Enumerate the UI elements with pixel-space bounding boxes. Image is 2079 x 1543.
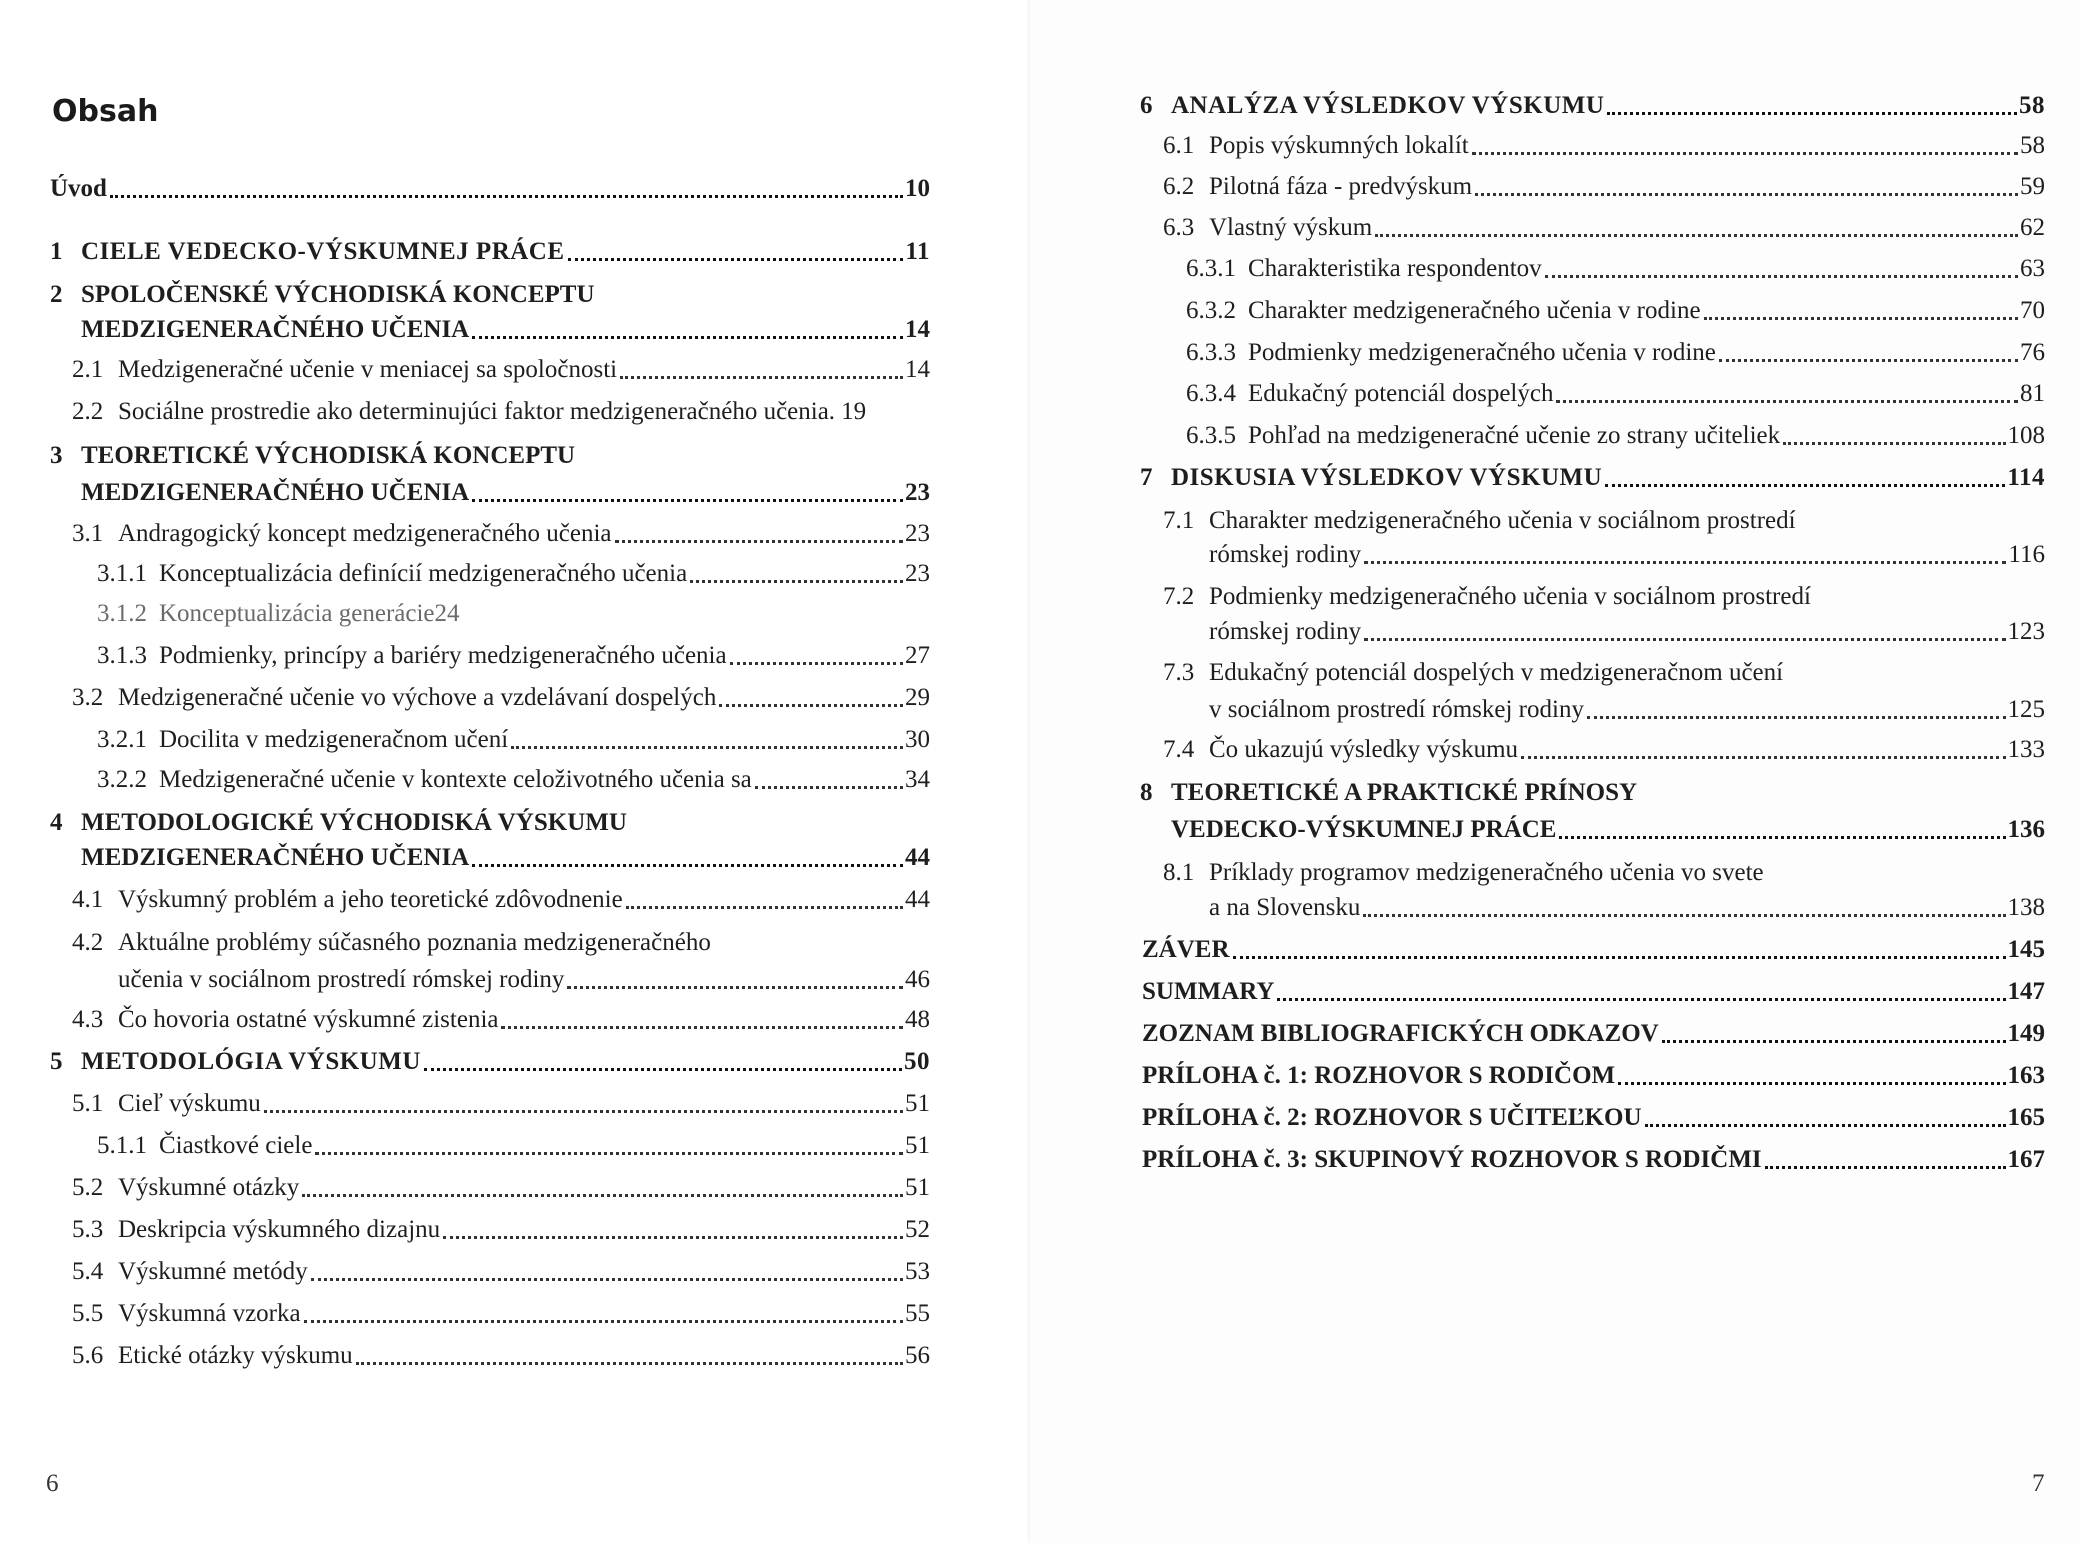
left-page (0, 0, 1030, 1543)
toc-entry-8: 8 TEORETICKÉ A PRAKTICKÉ PRÍNOSY (1140, 779, 1638, 806)
toc-entry-2-2: 2.2 Sociálne prostredie ako determinujúci faktor medzigeneračného učenia. 19 (72, 398, 867, 425)
toc-entry-4-1: 4.1 Výskumný problém a jeho teoretické zdôvodnenie 44 (72, 886, 930, 913)
toc-entry-5-3: 5.3 Deskripcia výskumného dizajnu 52 (72, 1216, 930, 1243)
toc-entry-8-cont: VEDECKO-VÝSKUMNEJ PRÁCE 136 (1171, 816, 2045, 843)
toc-entry-4-cont: MEDZIGENERAČNÉHO UČENIA 44 (81, 844, 930, 871)
toc-entry-7-3-cont: v sociálnom prostredí rómskej rodiny 125 (1209, 696, 2045, 723)
toc-entry-5-6: 5.6 Etické otázky výskumu 56 (72, 1342, 930, 1369)
toc-entry-6-3-5: 6.3.5 Pohľad na medzigeneračné učenie zo strany učiteliek 108 (1186, 422, 2045, 449)
toc-entry-zaver: ZÁVER 145 (1142, 936, 2045, 963)
toc-entry-8-1-cont: a na Slovensku 138 (1209, 894, 2045, 921)
toc-entry-8-1: 8.1 Príklady programov medzigeneračného učenia vo svete (1163, 859, 1764, 886)
toc-entry-2-cont: MEDZIGENERAČNÉHO UČENIA 14 (81, 316, 930, 343)
toc-entry-appendix-2: PRÍLOHA č. 2: ROZHOVOR S UČITEĽKOU 165 (1142, 1104, 2045, 1131)
toc-entry-5-2: 5.2 Výskumné otázky 51 (72, 1174, 930, 1201)
toc-entry-5-4: 5.4 Výskumné metódy 53 (72, 1258, 930, 1285)
toc-entry-3: 3 TEORETICKÉ VÝCHODISKÁ KONCEPTU (50, 442, 576, 469)
toc-entry-7-3: 7.3 Edukačný potenciál dospelých v medzigeneračnom učení (1163, 659, 1784, 686)
toc-entry-2-1: 2.1 Medzigeneračné učenie v meniacej sa spoločnosti 14 (72, 356, 930, 383)
toc-entry-1: 1 CIELE VEDECKO-VÝSKUMNEJ PRÁCE 11 (50, 238, 930, 265)
toc-entry-bibliography: ZOZNAM BIBLIOGRAFICKÝCH ODKAZOV 149 (1142, 1020, 2045, 1047)
toc-entry-2: 2 SPOLOČENSKÉ VÝCHODISKÁ KONCEPTU (50, 281, 595, 308)
page-number-right: 7 (2032, 1470, 2045, 1497)
toc-entry-6-3-2: 6.3.2 Charakter medzigeneračného učenia v rodine 70 (1186, 297, 2045, 324)
page-number-left: 6 (46, 1470, 59, 1497)
toc-entry-3-1-2: 3.1.2 Konceptualizácia generácie24 (97, 600, 460, 627)
toc-entry-4-3: 4.3 Čo hovoria ostatné výskumné zistenia 48 (72, 1006, 930, 1033)
toc-entry-7-2-cont: rómskej rodiny 123 (1209, 618, 2045, 645)
toc-entry-7: 7 DISKUSIA VÝSLEDKOV VÝSKUMU 114 (1140, 464, 2045, 491)
toc-entry-4-2-cont: učenia v sociálnom prostredí rómskej rodiny 46 (118, 966, 930, 993)
toc-entry-3-1-3: 3.1.3 Podmienky, princípy a bariéry medzigeneračného učenia 27 (97, 642, 930, 669)
toc-title: Obsah (52, 94, 159, 129)
toc-entry-3-1: 3.1 Andragogický koncept medzigeneračného učenia 23 (72, 520, 930, 547)
toc-entry-7-1-cont: rómskej rodiny 116 (1209, 541, 2045, 568)
toc-entry-3-1-1: 3.1.1 Konceptualizácia definícií medzigeneračného učenia 23 (97, 560, 930, 587)
toc-entry-3-cont: MEDZIGENERAČNÉHO UČENIA 23 (81, 479, 930, 506)
leader-dots (110, 191, 903, 198)
toc-entry-7-1: 7.1 Charakter medzigeneračného učenia v sociálnom prostredí (1163, 507, 1796, 534)
toc-entry-6-3-3: 6.3.3 Podmienky medzigeneračného učenia v rodine 76 (1186, 339, 2045, 366)
page-number: 10 (905, 175, 930, 202)
toc-entry-7-2: 7.2 Podmienky medzigeneračného učenia v sociálnom prostredí (1163, 583, 1811, 610)
toc-entry-5-5: 5.5 Výskumná vzorka 55 (72, 1300, 930, 1327)
toc-entry-3-2-2: 3.2.2 Medzigeneračné učenie v kontexte celoživotného učenia sa 34 (97, 766, 930, 793)
toc-entry-5-1: 5.1 Cieľ výskumu 51 (72, 1090, 930, 1117)
toc-entry-6-3: 6.3 Vlastný výskum 62 (1163, 214, 2045, 241)
toc-entry-6-3-1: 6.3.1 Charakteristika respondentov 63 (1186, 255, 2045, 282)
toc-entry-6-1: 6.1 Popis výskumných lokalít 58 (1163, 132, 2045, 159)
toc-entry-6-2: 6.2 Pilotná fáza - predvýskum 59 (1163, 173, 2045, 200)
toc-entry-6: 6 ANALÝZA VÝSLEDKOV VÝSKUMU 58 (1140, 92, 2045, 119)
toc-entry-3-2: 3.2 Medzigeneračné učenie vo výchove a vzdelávaní dospelých 29 (72, 684, 930, 711)
toc-entry-7-4: 7.4 Čo ukazujú výsledky výskumu 133 (1163, 736, 2045, 763)
toc-entry-4: 4 METODOLOGICKÉ VÝCHODISKÁ VÝSKUMU (50, 809, 627, 836)
toc-entry-5: 5 METODOLÓGIA VÝSKUMU 50 (50, 1048, 930, 1075)
toc-entry-4-2: 4.2 Aktuálne problémy súčasného poznania medzigeneračného (72, 929, 711, 956)
right-page (1030, 0, 2079, 1543)
toc-entry-5-1-1: 5.1.1 Čiastkové ciele 51 (97, 1132, 930, 1159)
toc-entry-6-3-4: 6.3.4 Edukačný potenciál dospelých 81 (1186, 380, 2045, 407)
toc-entry-3-2-1: 3.2.1 Docilita v medzigeneračnom učení 30 (97, 726, 930, 753)
toc-entry-uvod: Úvod 10 (50, 175, 930, 202)
toc-entry-summary: SUMMARY 147 (1142, 978, 2045, 1005)
toc-entry-appendix-1: PRÍLOHA č. 1: ROZHOVOR S RODIČOM 163 (1142, 1062, 2045, 1089)
toc-entry-appendix-3: PRÍLOHA č. 3: SKUPINOVÝ ROZHOVOR S RODIČMI 167 (1142, 1146, 2045, 1173)
